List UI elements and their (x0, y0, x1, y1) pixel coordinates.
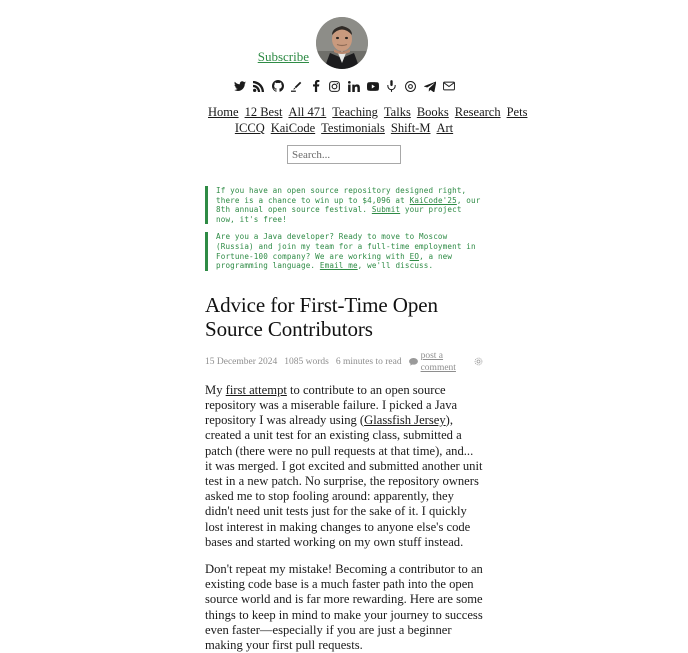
notice-kaicode: If you have an open source repository designed right, there is a chance to win up to $4,096 at KaiCode'25, our 8th annual open source festival. Submit your project now, it's free! (205, 186, 483, 224)
read-time: 6 minutes to read (335, 356, 402, 367)
gear-icon[interactable] (474, 357, 483, 366)
post-comment-label: post a comment (420, 350, 456, 373)
main-navigation (205, 104, 528, 136)
search-container (205, 145, 483, 164)
page-title: Advice for First-Time Open Source Contributors (205, 292, 438, 341)
nav-item-shiftm[interactable]: Shift-M (390, 121, 431, 135)
nav-item-12best[interactable]: 12 Best (244, 105, 283, 119)
notices-container (205, 186, 483, 271)
nav-item-teaching[interactable]: Teaching (332, 105, 378, 119)
twitter-icon[interactable] (234, 80, 246, 92)
subscribe-container (205, 48, 309, 66)
nav-row-secondary (205, 120, 483, 136)
nav-item-all471[interactable]: All 471 (288, 105, 327, 119)
inline-link[interactable]: Email me (319, 261, 358, 271)
subscribe-link[interactable]: Subscribe (257, 49, 309, 64)
email-icon[interactable] (443, 80, 455, 92)
inline-link[interactable]: EO (409, 251, 420, 261)
article-meta (205, 350, 483, 374)
telegram-icon[interactable] (424, 80, 436, 92)
inline-link[interactable]: Glassfish Jersey (364, 413, 446, 428)
nav-item-research[interactable]: Research (454, 105, 501, 119)
notice-job-offer: Are you a Java developer? Ready to move to Moscow (Russia) and join my team for a full-time employment in Fortune-100 company? We are working with EO, a new programming language. Email me, we'll discuss. (205, 232, 483, 270)
search-input[interactable] (287, 145, 401, 164)
nav-item-talks[interactable]: Talks (383, 105, 411, 119)
page-container (205, 0, 528, 653)
nav-row-primary (205, 104, 528, 120)
nav-item-books[interactable]: Books (416, 105, 449, 119)
article-body (205, 383, 483, 653)
nav-item-home[interactable]: Home (208, 105, 239, 119)
youtube-icon[interactable] (367, 80, 379, 92)
paragraph: Don't repeat my mistake! Becoming a contributor to an existing code base is a much faster path into the open source world and is far more rewarding. Here are some things to keep in mind to make your journey to success even faster—especially if you are just a beginner making your first pull requests. (205, 561, 483, 652)
nav-item-art[interactable]: Art (436, 121, 454, 135)
github-icon[interactable] (272, 80, 284, 92)
paragraph: My first attempt to contribute to an open source repository was a miserable failure. I picked a Java repository I was already using (Glassfish Jersey), created a unit test for an existing class, submitted a patch (there were no pull requests at that time), and... it was merged. I got excited and submitted another unit test in a new patch. No surprise, the repository owners asked me to stop fooling around: apparently, they didn't need unit tests just for the sake of it. I quickly lost interest in making changes to anyone else's code bases and started working on my own stuff instead. (205, 382, 483, 549)
facebook-icon[interactable] (310, 80, 322, 92)
rss-icon[interactable] (253, 80, 265, 92)
patreon-icon[interactable] (405, 80, 417, 92)
pen-icon[interactable] (291, 80, 303, 92)
word-count: 1085 words (284, 356, 329, 367)
post-comment-link[interactable] (409, 350, 467, 374)
instagram-icon[interactable] (329, 80, 341, 92)
article (205, 293, 483, 653)
comment-bubble-icon (409, 358, 418, 366)
inline-link[interactable]: KaiCode'25 (409, 195, 457, 205)
nav-item-iccq[interactable]: ICCQ (234, 121, 265, 135)
inline-link[interactable]: Submit (371, 205, 401, 215)
nav-item-testimonials[interactable]: Testimonials (321, 121, 385, 135)
nav-item-kaicode[interactable]: KaiCode (270, 121, 316, 135)
social-icons-row (205, 76, 483, 96)
nav-item-pets[interactable]: Pets (506, 105, 528, 119)
author-avatar (316, 17, 368, 69)
linkedin-icon[interactable] (348, 80, 360, 92)
inline-link[interactable]: first attempt (225, 382, 287, 397)
site-header (205, 12, 483, 74)
podcast-icon[interactable] (386, 80, 398, 92)
publish-date: 15 December 2024 (205, 356, 278, 367)
